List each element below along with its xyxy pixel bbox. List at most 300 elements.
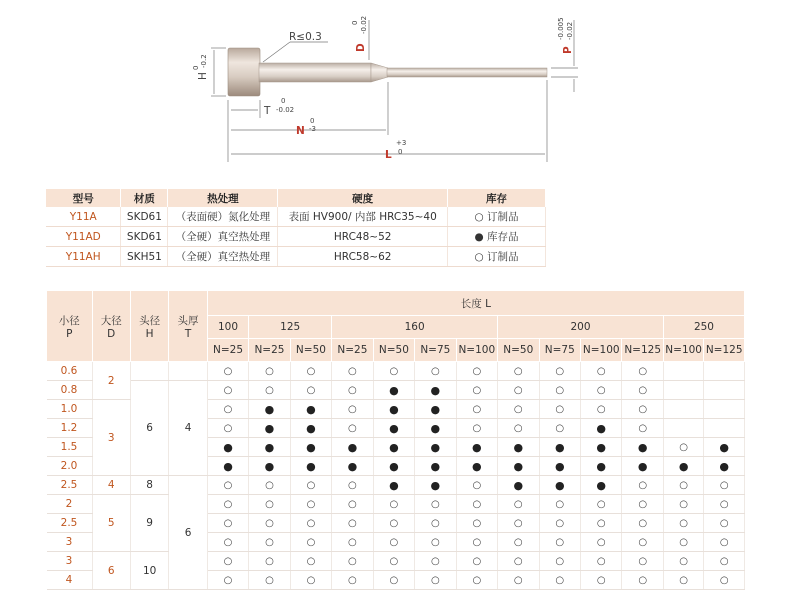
custom-order-icon: ○ [430, 537, 440, 548]
custom-order-icon: ○ [596, 556, 606, 567]
availability-cell [415, 400, 456, 419]
d-label: D [355, 43, 367, 52]
availability-cell [498, 476, 539, 495]
custom-order-icon: ○ [719, 518, 729, 529]
in-stock-icon: ● [306, 402, 316, 416]
in-stock-icon: ● [389, 478, 399, 492]
availability-cell [332, 438, 373, 457]
custom-order-icon: ○ [679, 537, 689, 548]
availability-cell [207, 476, 248, 495]
availability-cell [622, 362, 663, 381]
custom-order-icon: ○ [638, 366, 648, 377]
in-stock-icon: ● [513, 478, 524, 492]
availability-cell [539, 495, 580, 514]
availability-cell [249, 362, 290, 381]
in-stock-icon: ● [306, 459, 316, 473]
in-stock-icon: ● [430, 383, 441, 397]
n-value: N=125 [704, 339, 745, 362]
availability-cell [704, 533, 745, 552]
availability-cell [580, 400, 621, 419]
custom-order-icon: ○ [513, 518, 523, 529]
custom-order-icon: ○ [679, 575, 689, 586]
custom-order-icon: ○ [348, 537, 357, 548]
in-stock-icon: ● [596, 421, 607, 435]
availability-cell [207, 457, 248, 476]
in-stock-icon: ● [389, 421, 399, 435]
custom-order-icon: ○ [472, 556, 482, 567]
n-value: N=75 [415, 339, 456, 362]
spec-cell-treatment: （全硬）真空热处理 [168, 227, 278, 247]
custom-order-icon: ○ [223, 404, 233, 415]
custom-order-icon: ○ [679, 518, 689, 529]
availability-cell [207, 514, 248, 533]
in-stock-icon: ● [389, 459, 399, 473]
custom-order-icon: ○ [306, 480, 316, 491]
custom-order-icon: ○ [306, 575, 316, 586]
availability-cell [704, 552, 745, 571]
availability-cell [373, 457, 414, 476]
custom-order-icon: ○ [223, 499, 233, 510]
spec-row [46, 227, 546, 247]
d-value: 6 [92, 552, 130, 590]
availability-cell [207, 438, 248, 457]
custom-order-icon: ○ [265, 366, 274, 377]
custom-order-icon: ○ [430, 499, 440, 510]
availability-cell [249, 457, 290, 476]
t-tol-bottom: -0.02 [276, 106, 295, 114]
custom-order-icon: ○ [596, 404, 606, 415]
custom-order-icon: ○ [596, 518, 606, 529]
availability-cell [456, 533, 497, 552]
header-p [47, 291, 93, 362]
custom-order-icon: ○ [596, 385, 606, 396]
dimension-lines [211, 20, 578, 162]
availability-cell [498, 438, 539, 457]
availability-cell [332, 552, 373, 571]
custom-order-icon: ○ [472, 385, 482, 396]
custom-order-icon: ○ [513, 404, 523, 415]
p-value: 3 [47, 552, 93, 571]
availability-cell [539, 533, 580, 552]
h-value: 9 [130, 495, 168, 552]
in-stock-icon: ● [513, 440, 524, 454]
availability-cell [249, 381, 290, 400]
custom-order-icon: ○ [638, 575, 648, 586]
availability-cell [415, 419, 456, 438]
header-t-label: 头厚 T [177, 314, 199, 340]
availability-cell [373, 495, 414, 514]
spec-table [46, 189, 546, 267]
availability-cell [207, 381, 248, 400]
availability-cell [332, 400, 373, 419]
availability-cell [539, 419, 580, 438]
spec-cell-model: Y11A [46, 207, 121, 227]
in-stock-icon: ● [389, 402, 399, 416]
availability-cell [207, 571, 248, 590]
table-row [47, 362, 745, 381]
in-stock-icon: ● [347, 440, 358, 454]
availability-cell [290, 419, 331, 438]
p-value: 2.5 [47, 514, 93, 533]
availability-cell [704, 457, 745, 476]
custom-order-icon: ○ [555, 366, 565, 377]
spec-header-row [46, 189, 546, 207]
availability-cell [539, 400, 580, 419]
p-value: 0.6 [47, 362, 93, 381]
spec-cell-material: SKD61 [121, 227, 168, 247]
custom-order-icon: ○ [555, 537, 565, 548]
custom-order-icon: ○ [430, 575, 440, 586]
in-stock-icon: ● [554, 478, 565, 492]
availability-cell [415, 381, 456, 400]
custom-order-icon: ○ [719, 556, 729, 567]
availability-cell [415, 552, 456, 571]
custom-order-icon: ○ [265, 537, 274, 548]
custom-order-icon: ○ [306, 385, 316, 396]
availability-cell [663, 571, 703, 590]
n-value: N=100 [580, 339, 621, 362]
availability-cell [456, 552, 497, 571]
availability-cell [580, 419, 621, 438]
availability-cell [704, 362, 745, 381]
availability-cell [622, 533, 663, 552]
availability-cell [249, 514, 290, 533]
p-value: 0.8 [47, 381, 93, 400]
p-label: P [562, 46, 574, 54]
availability-cell [498, 400, 539, 419]
availability-cell [539, 438, 580, 457]
availability-cell [373, 571, 414, 590]
custom-order-icon: ○ [472, 366, 482, 377]
header-treatment: 热处理 [168, 189, 278, 207]
availability-cell [539, 381, 580, 400]
custom-order-icon: ○ [389, 575, 399, 586]
availability-cell [415, 476, 456, 495]
availability-cell [663, 381, 703, 400]
availability-cell [290, 400, 331, 419]
in-stock-icon: ● [264, 440, 275, 454]
availability-cell [704, 438, 745, 457]
availability-cell [456, 400, 497, 419]
h-value: 8 [130, 476, 168, 495]
custom-order-icon: ○ [472, 423, 482, 434]
custom-order-icon: ○ [555, 499, 565, 510]
availability-cell [415, 533, 456, 552]
l-label: L [385, 149, 392, 161]
in-stock-icon: ● [430, 402, 441, 416]
table-row [47, 476, 745, 495]
p-tol-top: -0.005 [557, 17, 565, 40]
header-p-label: 小径 P [58, 314, 80, 340]
custom-order-icon: ○ [719, 537, 729, 548]
availability-cell [249, 476, 290, 495]
custom-order-icon: ○ [513, 499, 523, 510]
custom-order-icon: ○ [223, 518, 233, 529]
custom-order-icon: ○ [679, 442, 689, 453]
in-stock-icon: ● [637, 440, 648, 454]
p-value: 2.0 [47, 457, 93, 476]
p-value: 1.0 [47, 400, 93, 419]
custom-order-icon: ○ [555, 518, 565, 529]
custom-order-icon: ○ [348, 385, 357, 396]
size-header-row-1 [47, 291, 745, 316]
availability-cell [249, 438, 290, 457]
availability-cell [663, 533, 703, 552]
availability-cell [290, 514, 331, 533]
d-tol-top: 0 [351, 20, 359, 25]
in-stock-icon: ● [513, 459, 524, 473]
availability-cell [663, 400, 703, 419]
availability-cell [456, 362, 497, 381]
availability-cell [622, 514, 663, 533]
availability-cell [207, 362, 248, 381]
availability-cell [622, 457, 663, 476]
availability-cell [580, 476, 621, 495]
in-stock-icon: ● [223, 440, 233, 454]
custom-order-icon: ○ [638, 537, 648, 548]
header-d [92, 291, 130, 362]
availability-cell [415, 457, 456, 476]
pin-taper [371, 63, 388, 82]
availability-cell [498, 381, 539, 400]
availability-cell [207, 533, 248, 552]
availability-cell [207, 552, 248, 571]
h-value: 6 [130, 381, 168, 476]
n-value: N=50 [373, 339, 414, 362]
spec-row [46, 207, 546, 227]
availability-cell [580, 571, 621, 590]
h-value: 10 [130, 552, 168, 590]
in-stock-icon: ● [430, 440, 441, 454]
availability-cell [290, 476, 331, 495]
header-d-label: 大径 D [100, 314, 122, 340]
spec-cell-model: Y11AH [46, 247, 121, 267]
availability-cell [207, 495, 248, 514]
availability-cell [622, 438, 663, 457]
h-tol-top: 0 [192, 65, 200, 70]
custom-order-icon: ○ [472, 404, 482, 415]
n-tol-top: 0 [310, 117, 315, 125]
in-stock-icon: ● [347, 459, 358, 473]
spec-cell-treatment: （表面硬）氮化处理 [168, 207, 278, 227]
in-stock-icon: ● [596, 440, 607, 454]
in-stock-icon: ● [389, 440, 399, 454]
availability-cell [498, 533, 539, 552]
d-tol-bottom: -0.02 [360, 15, 368, 34]
n-value: N=125 [622, 339, 663, 362]
availability-cell [249, 495, 290, 514]
custom-order-icon: ○ [265, 556, 274, 567]
availability-cell [580, 495, 621, 514]
availability-cell [332, 533, 373, 552]
availability-cell [249, 571, 290, 590]
custom-order-icon: ○ [555, 575, 565, 586]
custom-order-icon: ○ [679, 499, 689, 510]
availability-cell [580, 381, 621, 400]
custom-order-icon: ○ [306, 537, 316, 548]
custom-order-icon: ○ [638, 423, 648, 434]
in-stock-icon: ● [472, 459, 482, 473]
custom-order-icon: ○ [430, 556, 440, 567]
p-value: 2.5 [47, 476, 93, 495]
availability-cell [373, 400, 414, 419]
availability-cell [373, 533, 414, 552]
p-value: 4 [47, 571, 93, 590]
availability-cell [415, 571, 456, 590]
availability-cell [332, 571, 373, 590]
in-stock-icon: ● [430, 421, 441, 435]
spec-cell-stock: ● 库存品 [448, 227, 546, 247]
in-stock-icon: ● [554, 440, 565, 454]
availability-cell [332, 457, 373, 476]
custom-order-icon: ○ [719, 480, 729, 491]
availability-cell [498, 457, 539, 476]
custom-order-icon: ○ [348, 518, 357, 529]
availability-cell [498, 362, 539, 381]
p-value: 2 [47, 495, 93, 514]
t-value: 6 [169, 476, 207, 590]
custom-order-icon: ○ [306, 556, 316, 567]
spec-cell-material: SKD61 [121, 207, 168, 227]
availability-cell [290, 495, 331, 514]
length-value: 250 [663, 316, 744, 339]
custom-order-icon: ○ [223, 575, 233, 586]
availability-cell [704, 419, 745, 438]
custom-order-icon: ○ [223, 385, 233, 396]
n-value: N=100 [456, 339, 497, 362]
availability-cell [456, 457, 497, 476]
availability-cell [580, 514, 621, 533]
availability-cell [456, 476, 497, 495]
in-stock-icon: ● [596, 478, 607, 492]
availability-cell [415, 438, 456, 457]
d-value: 4 [92, 476, 130, 495]
availability-cell [290, 362, 331, 381]
custom-order-icon: ○ [719, 575, 729, 586]
custom-order-icon: ○ [513, 366, 523, 377]
pin-head [228, 48, 260, 96]
custom-order-icon: ○ [265, 385, 274, 396]
in-stock-icon: ● [306, 440, 316, 454]
spec-cell-hardness: HRC48~52 [278, 227, 448, 247]
availability-cell [332, 362, 373, 381]
custom-order-icon: ○ [430, 366, 440, 377]
custom-order-icon: ○ [679, 556, 689, 567]
d-value: 3 [92, 400, 130, 476]
availability-cell [332, 514, 373, 533]
custom-order-icon: ○ [223, 556, 233, 567]
availability-cell [249, 419, 290, 438]
custom-order-icon: ○ [389, 537, 399, 548]
availability-cell [498, 419, 539, 438]
availability-cell [373, 476, 414, 495]
availability-cell [622, 552, 663, 571]
availability-cell [332, 419, 373, 438]
spec-row [46, 247, 546, 267]
custom-order-icon: ○ [638, 404, 648, 415]
availability-cell [332, 381, 373, 400]
p-value: 1.2 [47, 419, 93, 438]
availability-cell [580, 533, 621, 552]
l-tol-top: +3 [396, 139, 407, 147]
custom-order-icon: ○ [348, 423, 357, 434]
spec-cell-treatment: （全硬）真空热处理 [168, 247, 278, 267]
availability-cell [415, 495, 456, 514]
availability-cell [498, 571, 539, 590]
availability-cell [704, 476, 745, 495]
availability-cell [373, 514, 414, 533]
custom-order-icon: ○ [265, 575, 274, 586]
availability-cell [207, 419, 248, 438]
p-value: 1.5 [47, 438, 93, 457]
header-h [130, 291, 168, 362]
custom-order-icon: ○ [472, 518, 482, 529]
in-stock-icon: ● [637, 459, 648, 473]
availability-cell [622, 381, 663, 400]
custom-order-icon: ○ [348, 575, 357, 586]
header-h-label: 头径 H [139, 314, 161, 340]
h-value [130, 362, 168, 381]
custom-order-icon: ○ [513, 423, 523, 434]
custom-order-icon: ○ [596, 537, 606, 548]
in-stock-icon: ● [223, 459, 233, 473]
n-value: N=75 [539, 339, 580, 362]
availability-cell [704, 400, 745, 419]
availability-cell [704, 381, 745, 400]
custom-order-icon: ○ [596, 575, 606, 586]
header-t [169, 291, 207, 362]
availability-cell [704, 495, 745, 514]
availability-cell [663, 514, 703, 533]
in-stock-icon: ● [472, 440, 482, 454]
custom-order-icon: ○ [555, 423, 565, 434]
availability-cell [290, 438, 331, 457]
custom-order-icon: ○ [679, 480, 689, 491]
availability-cell [290, 457, 331, 476]
header-length: 长度 L [207, 291, 744, 316]
custom-order-icon: ○ [555, 385, 565, 396]
in-stock-icon: ● [264, 402, 275, 416]
h-label: H [197, 72, 209, 80]
spec-cell-hardness: 表面 HV900/ 内部 HRC35~40 [278, 207, 448, 227]
d-value: 5 [92, 495, 130, 552]
availability-cell [332, 495, 373, 514]
custom-order-icon: ○ [348, 499, 357, 510]
table-row [47, 552, 745, 571]
in-stock-icon: ● [596, 459, 607, 473]
custom-order-icon: ○ [223, 366, 233, 377]
availability-cell [622, 476, 663, 495]
spec-cell-model: Y11AD [46, 227, 121, 247]
h-tol-bottom: -0.2 [200, 54, 208, 68]
availability-cell [663, 419, 703, 438]
availability-cell [456, 571, 497, 590]
custom-order-icon: ○ [638, 556, 648, 567]
custom-order-icon: ○ [472, 480, 482, 491]
availability-cell [580, 362, 621, 381]
availability-cell [580, 457, 621, 476]
availability-cell [373, 381, 414, 400]
length-value: 160 [332, 316, 498, 339]
custom-order-icon: ○ [513, 575, 523, 586]
in-stock-icon: ● [264, 421, 275, 435]
in-stock-icon: ● [719, 440, 729, 454]
header-model: 型号 [46, 189, 121, 207]
custom-order-icon: ○ [306, 366, 316, 377]
custom-order-icon: ○ [265, 480, 274, 491]
availability-cell [663, 495, 703, 514]
availability-cell [663, 457, 703, 476]
